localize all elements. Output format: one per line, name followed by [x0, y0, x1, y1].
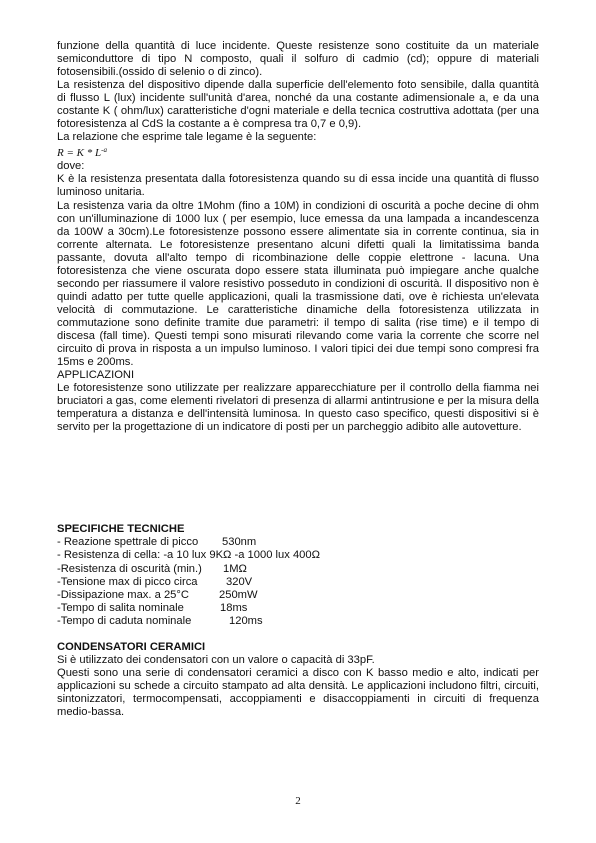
spec-row [57, 589, 539, 602]
blank-space [57, 628, 539, 641]
spec-value: 1MΩ [223, 562, 247, 575]
paragraph-ceramic-description: Questi sono una serie di condensatori ceramici a disco con K basso medio e alto, indicati per applicazioni su schede a circuito stampato ad alta densità. Le applicazioni includono filtri, circuiti, sintonizzatori, termocompensati, accoppiamenti e disaccoppiamenti in circuiti di frequenza medio-bassa. [57, 666, 539, 718]
formula [57, 144, 539, 160]
formula-exponent: -a [101, 146, 107, 155]
spec-value: 320V [226, 575, 253, 588]
spec-row [57, 602, 539, 615]
spec-value: 18ms [220, 601, 248, 614]
page-number: 2 [295, 795, 301, 807]
spec-row [57, 549, 539, 562]
paragraph-intro: funzione della quantità di luce incidente. Queste resistenze sono costituite da un materiale semiconduttore di tipo N composto, quali il solfuro di cadmio (cd); oppure di materiali fotosensibili.(ossido di selenio o di zinco). [57, 40, 539, 79]
paragraph-resistance: La resistenza del dispositivo dipende dalla superficie dell'elemento foto sensibile, dalla quantità di flusso L (lux) incidente sull'unità d'area, nonché da una costante adimensionale a, e da una costante K ( ohm/lux) caratteristiche d'ogni materiale e della tecnica costruttiva adottata (per una fotoresistenza al CdS la costante a è compresa tra 0,7 e 0,9). [57, 79, 539, 131]
spec-value: 250mW [219, 588, 258, 601]
document-page [57, 40, 539, 719]
paragraph-k-definition: K è la resistenza presentata dalla fotoresistenza quando su di essa incide una quantità di flusso luminoso unitaria. [57, 173, 539, 199]
spec-label: -Resistenza di oscurità (min.) [57, 562, 202, 575]
heading-applicazioni: APPLICAZIONI [57, 369, 135, 382]
spec-label: - Reazione spettrale di picco [57, 536, 199, 549]
spec-row [57, 563, 539, 576]
spec-row [57, 536, 539, 549]
spec-label: -Tempo di salita nominale [57, 601, 184, 614]
spec-row [57, 615, 539, 628]
paragraph-applications: Le fotoresistenze sono utilizzate per realizzare apparecchiature per il controllo della fiamma nei bruciatori a gas, come elementi rivelatori di presenza di allarmi antintrusione e per la misura della temperatura a distanza e dell'intensità luminosa. In questo caso specifico, questi dispositivi si è servito per la progettazione di un indicatore di posti per un parcheggio adibito alle autovetture. [57, 382, 539, 434]
spec-value: 120ms [229, 614, 263, 627]
heading-specs: SPECIFICHE TECNICHE [57, 523, 185, 536]
paragraph-ceramic-value: Si è utilizzato dei condensatori con un valore o capacità di 33pF. [57, 653, 375, 666]
spec-value: 530nm [222, 536, 257, 549]
spec-label: -Tempo di caduta nominale [57, 614, 192, 627]
paragraph-resistance-range: La resistenza varia da oltre 1Mohm (fino a 10M) in condizioni di oscurità a poche decine di ohm con un'illuminazione di 1000 lux ( per esempio, luce emessa da una lampada a incandescenza da 100W a 30cm).Le fotoresistenze possono essere alimentate sia in corrente continua, sia in corrente alternata. Le fotoresistenze presentano alcuni difetti quali la limitatissima banda passante, dovuta all'alto tempo di ricombinazione delle coppie elettrone - lacuna. Una fotoresistenza che viene oscurata dopo essere stata illuminata può impiegare anche qualche secondo per riassumere il valore resistivo posseduto in condizioni di oscurità. Il dispositivo non è quindi adatto per tutte quelle applicazioni, quali la trasmissione dati, ove è richiesta un'elevata velocità di commutazione. Le caratteristiche dinamiche della fotoresistenza utilizzata in commutazione sono definite tramite due parametri: il tempo di salita (rise time) e il tempo di discesa (fall time). Questi tempi sono misurati rilevando come varia la corrente che scorre nel circuito di prova in risposta a un impulso luminoso. I valori tipici dei due tempi sono compresi fra 15ms e 200ms. [57, 199, 539, 369]
spec-row [57, 576, 539, 589]
blank-space [57, 434, 539, 523]
heading-ceramic: CONDENSATORI CERAMICI [57, 640, 206, 653]
formula-base: R = K * L [57, 147, 102, 160]
spec-label: -Tensione max di picco circa [57, 575, 198, 588]
spec-label: -Dissipazione max. a 25°C [57, 588, 189, 601]
paragraph-relation: La relazione che esprime tale legame è la seguente: [57, 131, 317, 144]
paragraph-dove: dove: [57, 160, 85, 173]
spec-label: - Resistenza di cella: -a 10 lux 9KΩ -a 1000 lux 400Ω [57, 549, 320, 562]
